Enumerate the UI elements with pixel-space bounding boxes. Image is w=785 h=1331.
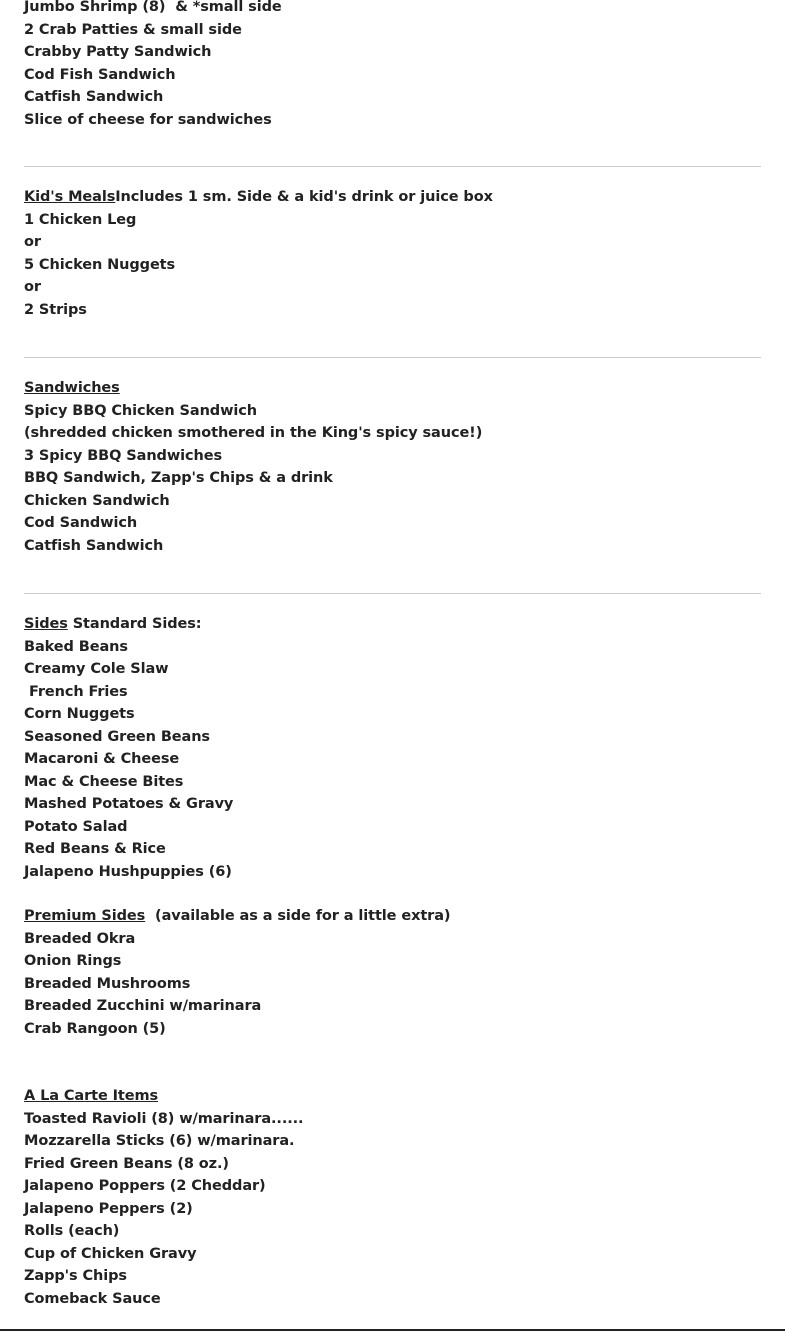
menu-item: Toasted Ravioli (8) w/marinara......	[24, 1110, 304, 1127]
menu-item: 2 Strips	[24, 301, 87, 318]
menu-item: Mashed Potatoes & Gravy	[24, 796, 234, 812]
menu-item: Catfish Sandwich	[24, 537, 164, 554]
section-heading	[24, 613, 233, 636]
menu-item: Baked Beans	[24, 638, 128, 655]
menu-item: Seasoned Green Beans	[24, 728, 210, 745]
sandwiches-title: Sandwiches	[24, 380, 120, 396]
menu-item: 1 Chicken Leg	[24, 211, 137, 228]
menu-item: Corn Nuggets	[24, 706, 135, 722]
menu-item: Crabby Patty Sandwich	[24, 44, 212, 60]
section-heading	[24, 377, 482, 400]
a-la-carte-title: A La Carte Items	[24, 1088, 159, 1104]
menu-item: Crab Rangoon (5)	[24, 1020, 166, 1037]
menu-item: Jumbo Shrimp (8) & *small side	[24, 0, 282, 15]
divider	[24, 166, 761, 167]
divider	[24, 593, 761, 594]
divider	[24, 357, 761, 358]
section-heading	[24, 905, 450, 928]
menu-item: Cup of Chicken Gravy	[24, 1245, 197, 1262]
menu-item: Macaroni & Cheese	[24, 751, 180, 767]
menu-item: Mac & Cheese Bites	[24, 773, 184, 790]
menu-item: Cod Fish Sandwich	[24, 66, 176, 83]
kids-meals-title: Kid's Meals	[24, 189, 116, 205]
menu-item: Spicy BBQ Chicken Sandwich	[24, 402, 257, 419]
menu-item: Slice of cheese for sandwiches	[24, 111, 272, 128]
menu-item: 5 Chicken Nuggets	[24, 256, 176, 273]
premium-sides-section	[24, 905, 450, 1040]
menu-item: Jalapeno Hushpuppies (6)	[24, 863, 232, 880]
menu-item: Onion Rings	[24, 953, 122, 969]
sides-section	[24, 613, 233, 883]
menu-item: or	[24, 279, 41, 295]
section-heading	[24, 1085, 303, 1108]
menu-item: Creamy Cole Slaw	[24, 661, 169, 677]
menu-item: or	[24, 234, 41, 250]
sandwiches-section	[24, 377, 482, 557]
menu-item: Cod Sandwich	[24, 515, 138, 531]
sides-note: Standard Sides:	[67, 616, 202, 632]
menu-item: Jalapeno Poppers (2 Cheddar)	[24, 1178, 266, 1194]
section-heading	[24, 186, 493, 209]
menu-item: Zapp's Chips	[24, 1268, 127, 1284]
menu-item: Catfish Sandwich	[24, 89, 164, 105]
menu-item: BBQ Sandwich, Zapp's Chips & a drink	[24, 470, 333, 486]
a-la-carte-section	[24, 1085, 303, 1310]
menu-item: 2 Crab Patties & small side	[24, 21, 242, 38]
seafood-section	[24, 0, 282, 131]
menu-item: 3 Spicy BBQ Sandwiches	[24, 447, 222, 464]
menu-item: Breaded Zucchini w/marinara	[24, 998, 262, 1014]
menu-item: Fried Green Beans (8 oz.)	[24, 1155, 229, 1172]
kids-meals-note: Includes 1 sm. Side & a kid's drink or juice box	[115, 189, 493, 205]
menu-item: Chicken Sandwich	[24, 492, 170, 509]
menu-item: Rolls (each)	[24, 1223, 120, 1239]
menu-item: Comeback Sauce	[24, 1290, 161, 1307]
menu-item: Breaded Okra	[24, 930, 136, 947]
menu-item: Potato Salad	[24, 818, 128, 835]
menu-item: French Fries	[24, 683, 128, 700]
menu-item: (shredded chicken smothered in the King's spicy sauce!)	[24, 425, 483, 441]
premium-sides-note: (available as a side for a little extra)	[145, 908, 451, 924]
premium-sides-title: Premium Sides	[24, 908, 146, 924]
menu-item: Mozzarella Sticks (6) w/marinara.	[24, 1133, 295, 1149]
menu-item: Breaded Mushrooms	[24, 975, 191, 992]
sides-title: Sides	[24, 616, 68, 632]
kids-meals-section	[24, 186, 493, 321]
menu-item: Jalapeno Peppers (2)	[24, 1200, 193, 1217]
menu-item: Red Beans & Rice	[24, 841, 166, 857]
